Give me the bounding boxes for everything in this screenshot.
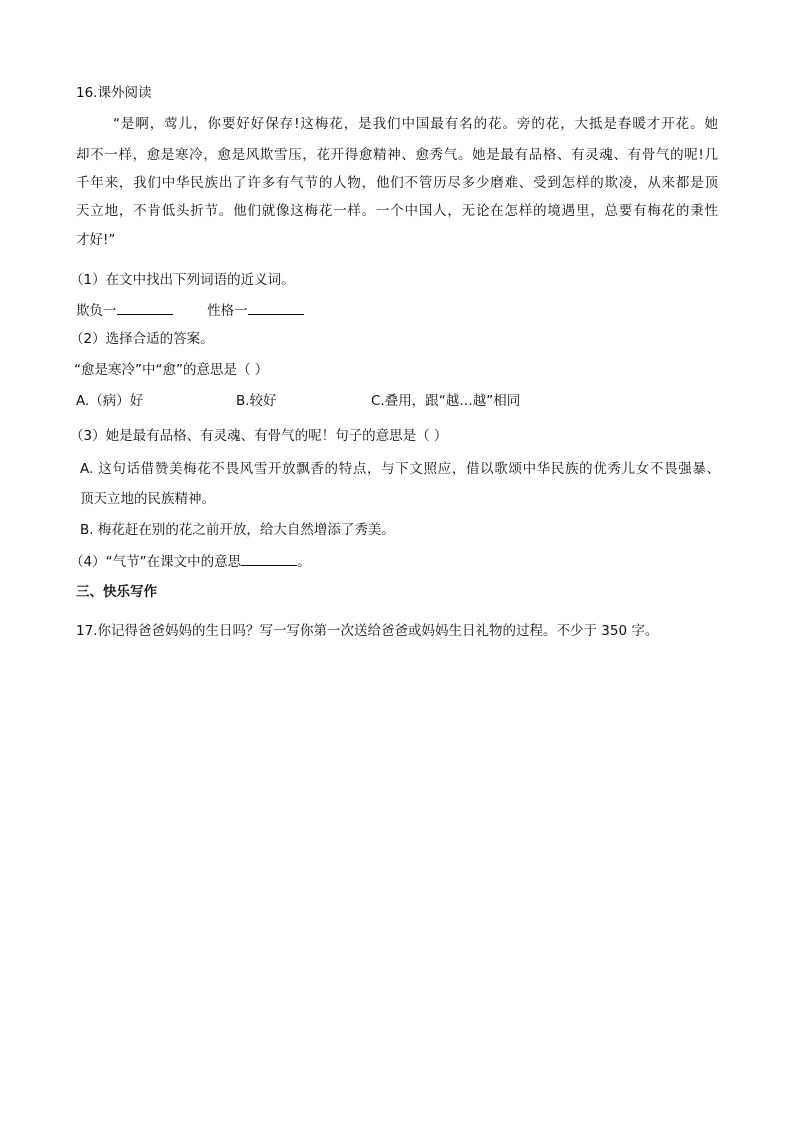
passage-line: “是啊，莺儿，你要好好保存!这梅花，是我们中国最有名的花。旁的花，大抵是春暖才开花。她 xyxy=(113,116,718,132)
sub3-option-a-cont: 顶天立地的民族精神。 xyxy=(80,491,215,507)
sub4-prompt: （4）“气节”在课文中的意思 xyxy=(70,554,242,570)
answer-blank[interactable] xyxy=(248,301,304,315)
option-b[interactable]: B.较好 xyxy=(236,393,277,409)
sub3-option-a[interactable]: A. 这句话借赞美梅花不畏风雪开放飘香的特点，与下文照应，借以歌颂中华民族的优秀儿女不畏强暴、 xyxy=(80,461,720,477)
passage-line: 却不一样，愈是寒冷，愈是风欺雪压，花开得愈精神、愈秀气。她是最有品格、有灵魂、有骨气的呢!几 xyxy=(76,147,718,163)
answer-blank[interactable] xyxy=(241,552,297,566)
sub1-prompt: （1）在文中找出下列词语的近义词。 xyxy=(70,272,295,288)
passage-line: 才好!” xyxy=(76,232,116,248)
option-a[interactable]: A.（病）好 xyxy=(76,393,144,409)
question-16-title: 16.课外阅读 xyxy=(76,85,152,101)
sub2-prompt: （2）选择合适的答案。 xyxy=(70,331,214,347)
synonym-item-2: 性格一 xyxy=(207,303,248,319)
option-c[interactable]: C.叠用，跟“越…越”相同 xyxy=(371,393,521,409)
question-17: 17.你记得爸爸妈妈的生日吗？写一写你第一次送给爸爸或妈妈生日礼物的过程。不少于 350 字。 xyxy=(76,623,659,639)
sub2-question: “愈是寒冷”中“愈”的意思是（ ） xyxy=(74,362,269,378)
synonym-item-1: 欺负一 xyxy=(76,303,117,319)
answer-blank[interactable] xyxy=(117,301,173,315)
sub4-end: 。 xyxy=(297,554,311,570)
sub1-items xyxy=(76,301,304,320)
sub3-prompt: （3）她是最有品格、有灵魂、有骨气的呢！句子的意思是（ ） xyxy=(70,428,448,444)
section-heading: 三、快乐写作 xyxy=(76,584,157,600)
passage-line: 天立地，不肯低头折节。他们就像这梅花一样。一个中国人，无论在怎样的境遇里，总要有梅花的秉性 xyxy=(76,203,718,219)
passage-line: 千年来，我们中华民族出了许多有气节的人物，他们不管历尽多少磨难、受到怎样的欺凌，从来都是顶 xyxy=(76,175,718,191)
sub4-question xyxy=(70,552,311,571)
sub3-option-b[interactable]: B. 梅花赶在别的花之前开放，给大自然增添了秀美。 xyxy=(80,522,395,538)
